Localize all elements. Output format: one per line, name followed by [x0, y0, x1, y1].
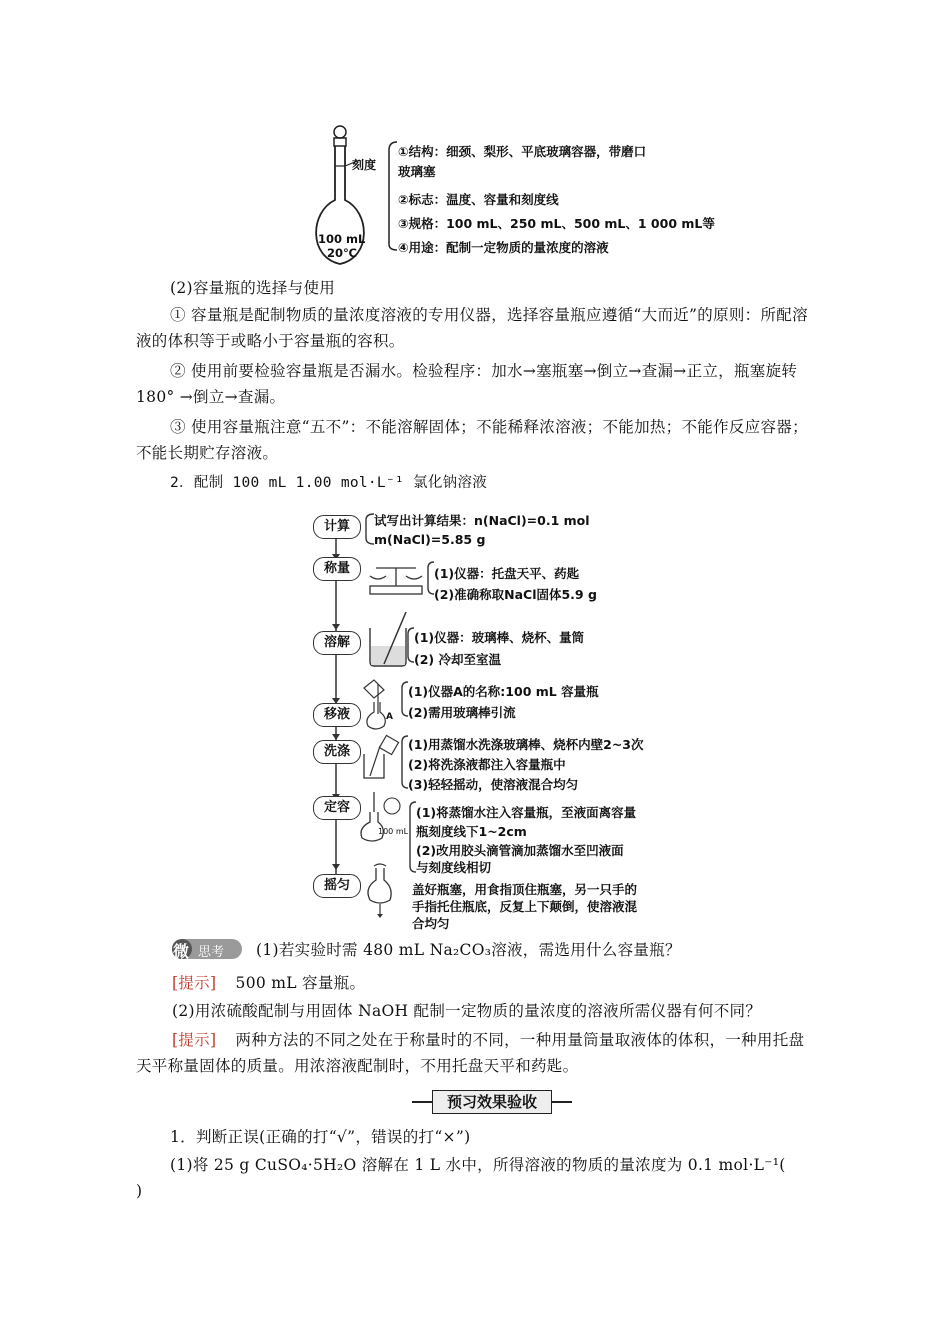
wash-line-3: (3)轻轻摇动，使溶液混合均匀	[408, 777, 579, 792]
flask-item-use: ④用途：配制一定物质的量浓度的溶液	[398, 240, 609, 255]
fix-line-3: (2)改用胶头滴管滴加蒸馏水至凹液面	[416, 843, 624, 858]
think-answer-2: 两种方法的不同之处在于称量时的不同，一种用量筒量取液体的体积，一种用托盘天平称量固体的质量。用浓溶液配制时，不用托盘天平和药匙。	[136, 1031, 805, 1075]
think-answer-1: 500 mL 容量瓶。	[235, 974, 366, 992]
section-heading: (2)容量瓶的选择与使用	[170, 279, 336, 297]
step-shake: 摇匀	[313, 874, 361, 898]
instrument-a-label: A	[386, 712, 393, 722]
fix-flask-label: 100 mL	[378, 827, 409, 836]
exercise-q1: (1)将 25 g CuSO₄·5H₂O 溶解在 1 L 水中，所得溶液的物质的量浓度为 0.1 mol·L⁻¹(	[170, 1156, 786, 1174]
flask-item-structure: ①结构：细颈、梨形、平底玻璃容器，带磨口	[398, 144, 647, 159]
shaking-flask-icon	[360, 860, 400, 920]
exercise-heading: 1．判断正误(正确的打“√”，错误的打“×”)	[170, 1128, 471, 1146]
banner-line-right	[552, 1101, 572, 1103]
wash-line-1: (1)用蒸馏水洗涤玻璃棒、烧杯内壁2~3次	[408, 737, 644, 752]
exercise-q1-end: )	[136, 1182, 143, 1200]
shake-line-1: 盖好瓶塞，用食指顶住瓶塞，另一只手的	[412, 882, 638, 897]
step-transfer: 移液	[313, 703, 361, 727]
calc-line-1: 试写出计算结果：n(NaCl)=0.1 mol	[374, 513, 590, 528]
weigh-line-2: (2)准确称取NaCl固体5.9 g	[434, 587, 597, 602]
paragraph-2: ② 使用前要检验容量瓶是否漏水。检验程序：加水→塞瓶塞→倒立→查漏→正立，瓶塞旋转 180° →倒立→查漏。	[136, 362, 798, 406]
flask-item-marks: ②标志：温度、容量和刻度线	[398, 192, 559, 207]
paragraph-1: ① 容量瓶是配制物质的量浓度溶液的专用仪器，选择容量瓶应遵循“大而近”的原则：所配溶液的体积等于或略小于容量瓶的容积。	[136, 306, 808, 350]
step-weigh: 称量	[313, 557, 361, 581]
transfer-flask-icon	[360, 676, 400, 732]
fix-line-4: 与刻度线相切	[416, 860, 492, 875]
think-badge-wei: 微	[173, 942, 190, 961]
flask-item-structure-cont: 玻璃塞	[398, 164, 436, 179]
calc-line-2: m(NaCl)=5.85 g	[374, 532, 486, 547]
banner-line-left	[412, 1101, 432, 1103]
transfer-line-2: (2)需用玻璃棒引流	[408, 705, 516, 720]
step-dissolve: 溶解	[313, 631, 361, 655]
flask-item-specs: ③规格：100 mL、250 mL、500 mL、1 000 mL等	[398, 216, 715, 231]
think-answer-2-block	[136, 1027, 816, 1079]
balance-icon	[366, 556, 426, 596]
think-badge	[170, 937, 244, 961]
dissolve-line-2: (2) 冷却至室温	[414, 652, 501, 667]
step-fix-volume: 定容	[313, 796, 361, 820]
fix-line-1: (1)将蒸馏水注入容量瓶，至液面离容量	[416, 805, 637, 820]
preview-banner	[412, 1090, 572, 1114]
flask-temp-label: 20℃	[327, 246, 357, 260]
wash-line-2: (2)将洗涤液都注入容量瓶中	[408, 757, 566, 772]
dissolve-line-1: (1)仪器：玻璃棒、烧杯、量筒	[414, 630, 585, 645]
flask-volume-label: 100 mL	[318, 232, 366, 246]
prep-heading: 2．配制 100 mL 1.00 mol·L⁻¹ 氯化钠溶液	[170, 475, 488, 491]
shake-line-3: 合均匀	[412, 916, 450, 931]
banner-title: 预习效果验收	[432, 1090, 552, 1114]
hint-label-1: [提示]	[172, 974, 217, 992]
transfer-line-1: (1)仪器A的名称:100 mL 容量瓶	[408, 684, 599, 699]
weigh-line-1: (1)仪器：托盘天平、药匙	[434, 566, 580, 581]
step-wash: 洗涤	[313, 740, 361, 764]
think-question-1: (1)若实验时需 480 mL Na₂CO₃溶液，需选用什么容量瓶？	[256, 941, 681, 959]
step-calculate: 计算	[313, 515, 361, 539]
shake-line-2: 手指托住瓶底，反复上下颠倒，使溶液混	[412, 899, 638, 914]
flask-brace	[385, 140, 399, 252]
think-question-2: (2)用浓硫酸配制与用固体 NaOH 配制一定物质的量浓度的溶液所需仪器有何不同？	[172, 1002, 762, 1020]
paragraph-3: ③ 使用容量瓶注意“五不”：不能溶解固体；不能稀释浓溶液；不能加热；不能作反应容器；不能长期贮存溶液。	[136, 418, 808, 462]
hint-label-2: [提示]	[172, 1031, 217, 1049]
dropper-flask-icon	[356, 790, 409, 846]
fix-line-2: 瓶刻度线下1~2cm	[416, 824, 527, 839]
think-badge-label: 思考	[198, 945, 225, 960]
graduation-label: 刻度	[352, 158, 377, 172]
